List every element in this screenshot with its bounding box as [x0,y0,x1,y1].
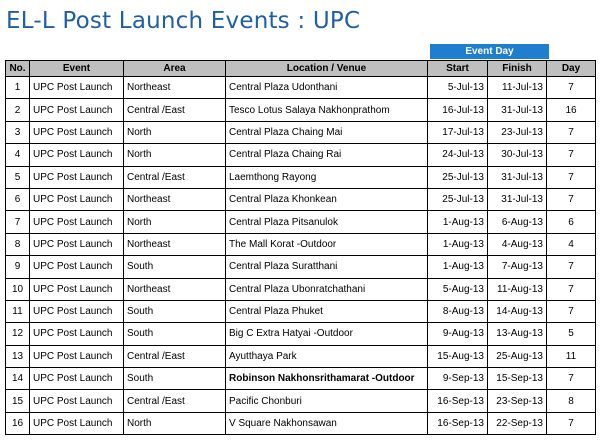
cell-event: UPC Post Launch [30,99,124,121]
cell-finish: 23-Sep-13 [488,390,547,412]
cell-day: 7 [547,144,596,166]
cell-no: 7 [6,211,30,233]
table-body [6,77,596,435]
cell-event: UPC Post Launch [30,233,124,255]
cell-day: 7 [547,300,596,322]
cell-area: North [124,211,226,233]
cell-finish: 6-Aug-13 [488,211,547,233]
cell-area: North [124,144,226,166]
cell-start: 16-Sep-13 [428,412,488,434]
cell-location: Central Plaza Ubonratchathani [226,278,428,300]
cell-no: 10 [6,278,30,300]
cell-finish: 11-Jul-13 [488,77,547,99]
cell-location: Tesco Lotus Salaya Nakhonprathom [226,99,428,121]
cell-area: South [124,256,226,278]
cell-start: 1-Aug-13 [428,211,488,233]
column-header-day: Day [547,61,596,77]
cell-day: 16 [547,99,596,121]
cell-finish: 31-Jul-13 [488,166,547,188]
column-header-finish: Finish [488,61,547,77]
table-row [6,77,596,99]
table-header-row [6,61,596,77]
cell-location: Central Plaza Udonthani [226,77,428,99]
events-table [5,60,596,435]
table-row [6,412,596,434]
table-row [6,144,596,166]
cell-finish: 22-Sep-13 [488,412,547,434]
cell-no: 5 [6,166,30,188]
cell-start: 25-Jul-13 [428,188,488,210]
cell-event: UPC Post Launch [30,77,124,99]
cell-start: 24-Jul-13 [428,144,488,166]
table-row [6,323,596,345]
table-row [6,256,596,278]
cell-location: Central Plaza Phuket [226,300,428,322]
cell-no: 4 [6,144,30,166]
cell-area: Central /East [124,166,226,188]
table-row [6,188,596,210]
cell-start: 17-Jul-13 [428,121,488,143]
cell-day: 7 [547,256,596,278]
cell-event: UPC Post Launch [30,390,124,412]
column-header-area: Area [124,61,226,77]
cell-event: UPC Post Launch [30,412,124,434]
cell-no: 1 [6,77,30,99]
column-header-no: No. [6,61,30,77]
cell-start: 9-Sep-13 [428,368,488,390]
cell-event: UPC Post Launch [30,345,124,367]
cell-start: 9-Aug-13 [428,323,488,345]
cell-day: 7 [547,121,596,143]
cell-area: South [124,368,226,390]
cell-start: 16-Jul-13 [428,99,488,121]
cell-location: Central Plaza Pitsanulok [226,211,428,233]
cell-day: 7 [547,166,596,188]
cell-day: 4 [547,233,596,255]
cell-location: Central Plaza Suratthani [226,256,428,278]
cell-area: Central /East [124,99,226,121]
cell-day: 7 [547,188,596,210]
cell-finish: 11-Aug-13 [488,278,547,300]
cell-area: Central /East [124,390,226,412]
cell-start: 25-Jul-13 [428,166,488,188]
cell-start: 16-Sep-13 [428,390,488,412]
table-row [6,211,596,233]
cell-location: Central Plaza Chaing Rai [226,144,428,166]
column-header-event: Event [30,61,124,77]
cell-no: 8 [6,233,30,255]
table-row [6,166,596,188]
cell-area: Northeast [124,188,226,210]
cell-area: South [124,300,226,322]
table-row [6,300,596,322]
cell-location: Pacific Chonburi [226,390,428,412]
cell-location: Ayutthaya Park [226,345,428,367]
table-row [6,278,596,300]
cell-no: 2 [6,99,30,121]
cell-event: UPC Post Launch [30,278,124,300]
cell-location: Robinson Nakhonsrithamarat -Outdoor [226,368,428,390]
cell-area: Northeast [124,233,226,255]
cell-day: 5 [547,323,596,345]
page-title: EL-L Post Launch Events : UPC [6,8,361,34]
cell-finish: 30-Jul-13 [488,144,547,166]
cell-no: 13 [6,345,30,367]
cell-finish: 23-Jul-13 [488,121,547,143]
cell-day: 6 [547,211,596,233]
cell-day: 7 [547,412,596,434]
cell-event: UPC Post Launch [30,368,124,390]
cell-day: 7 [547,368,596,390]
event-day-header: Event Day [430,44,549,59]
column-header-start: Start [428,61,488,77]
cell-day: 7 [547,278,596,300]
cell-finish: 25-Aug-13 [488,345,547,367]
cell-finish: 31-Jul-13 [488,99,547,121]
cell-event: UPC Post Launch [30,256,124,278]
cell-finish: 14-Aug-13 [488,300,547,322]
cell-location: V Square Nakhonsawan [226,412,428,434]
cell-event: UPC Post Launch [30,121,124,143]
cell-location: The Mall Korat -Outdoor [226,233,428,255]
cell-start: 1-Aug-13 [428,256,488,278]
cell-event: UPC Post Launch [30,211,124,233]
cell-event: UPC Post Launch [30,323,124,345]
cell-area: North [124,412,226,434]
cell-no: 3 [6,121,30,143]
table-row [6,390,596,412]
cell-no: 14 [6,368,30,390]
table-row [6,345,596,367]
cell-event: UPC Post Launch [30,300,124,322]
cell-location: Central Plaza Chaing Mai [226,121,428,143]
cell-finish: 31-Jul-13 [488,188,547,210]
cell-event: UPC Post Launch [30,166,124,188]
cell-area: Northeast [124,278,226,300]
cell-location: Central Plaza Khonkean [226,188,428,210]
cell-area: Northeast [124,77,226,99]
cell-day: 7 [547,77,596,99]
cell-start: 5-Aug-13 [428,278,488,300]
table-row [6,233,596,255]
cell-area: South [124,323,226,345]
cell-no: 15 [6,390,30,412]
table-row [6,368,596,390]
cell-no: 11 [6,300,30,322]
cell-event: UPC Post Launch [30,144,124,166]
cell-start: 1-Aug-13 [428,233,488,255]
cell-area: Central /East [124,345,226,367]
cell-day: 8 [547,390,596,412]
cell-start: 15-Aug-13 [428,345,488,367]
cell-no: 12 [6,323,30,345]
cell-area: North [124,121,226,143]
cell-start: 8-Aug-13 [428,300,488,322]
cell-location: Laemthong Rayong [226,166,428,188]
table-row [6,121,596,143]
cell-finish: 4-Aug-13 [488,233,547,255]
table-row [6,99,596,121]
cell-day: 11 [547,345,596,367]
cell-start: 5-Jul-13 [428,77,488,99]
cell-location: Big C Extra Hatyai -Outdoor [226,323,428,345]
cell-finish: 13-Aug-13 [488,323,547,345]
cell-finish: 7-Aug-13 [488,256,547,278]
cell-finish: 15-Sep-13 [488,368,547,390]
cell-event: UPC Post Launch [30,188,124,210]
cell-no: 9 [6,256,30,278]
cell-no: 6 [6,188,30,210]
cell-no: 16 [6,412,30,434]
column-header-location: Location / Venue [226,61,428,77]
